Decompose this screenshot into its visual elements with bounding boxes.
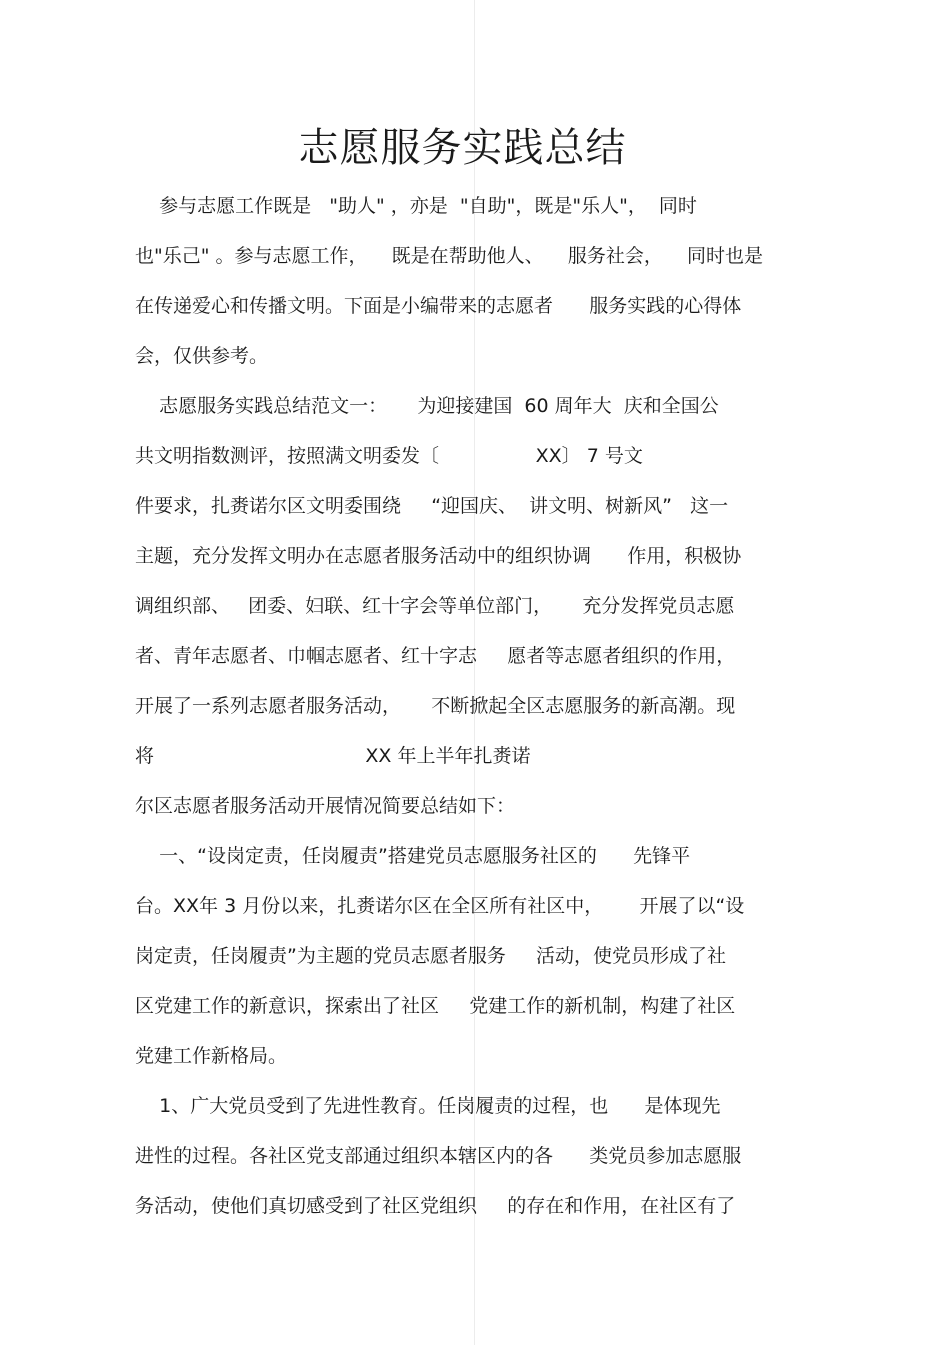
text-line: 件要求，扎赉诺尔区文明委围绕 “迎国庆、 讲文明、树新风” 这一 xyxy=(135,495,729,517)
text-line: 共文明指数测评，按照满文明委发〔 XX〕 7 号文 xyxy=(135,445,643,467)
text-line: 进性的过程。各社区党支部通过组织本辖区内的各 类党员参加志愿服 xyxy=(135,1145,742,1167)
text-line: 将 XX 年上半年扎赉诺 xyxy=(135,745,531,767)
document-title: 志愿服务实践总结 xyxy=(298,125,627,171)
text-line: 区党建工作的新意识，探索出了社区 党建工作的新机制，构建了社区 xyxy=(135,995,736,1017)
text-line: 党建工作新格局。 xyxy=(135,1045,288,1067)
text-line: 1、广大党员受到了先进性教育。任岗履责的过程，也 是体现先 xyxy=(135,1095,721,1117)
text-line: 一、“设岗定责，任岗履责”搭建党员志愿服务社区的 先锋平 xyxy=(135,845,691,867)
text-line: 参与志愿工作既是 "助人" ，亦是 "自助"，既是"乐人"， 同时 xyxy=(135,195,697,217)
text-line: 岗定责，任岗履责”为主题的党员志愿者服务 活动，使党员形成了社 xyxy=(135,945,727,967)
text-line: 也"乐己" 。参与志愿工作， 既是在帮助他人、 服务社会， 同时也是 xyxy=(135,245,763,267)
text-line: 主题，充分发挥文明办在志愿者服务活动中的组织协调 作用，积极协 xyxy=(135,545,742,567)
text-line: 尔区志愿者服务活动开展情况简要总结如下： xyxy=(135,795,516,817)
text-line: 务活动，使他们真切感受到了社区党组织 的存在和作用，在社区有了 xyxy=(135,1195,736,1217)
text-line: 会，仅供参考。 xyxy=(135,345,269,367)
text-line: 志愿服务实践总结范文一： 为迎接建国 60 周年大 庆和全国公 xyxy=(135,395,719,417)
text-line: 者、青年志愿者、巾帼志愿者、红十字志 愿者等志愿者组织的作用， xyxy=(135,645,736,667)
text-line: 调组织部、 团委、妇联、红十字会等单位部门， 充分发挥党员志愿 xyxy=(135,595,735,617)
text-line: 在传递爱心和传播文明。下面是小编带来的志愿者 服务实践的心得体 xyxy=(135,295,742,317)
text-line: 台。XX年 3 月份以来，扎赉诺尔区在全区所有社区中， 开展了以“设 xyxy=(135,895,745,917)
text-line: 开展了一系列志愿者服务活动， 不断掀起全区志愿服务的新高潮。现 xyxy=(135,695,736,717)
